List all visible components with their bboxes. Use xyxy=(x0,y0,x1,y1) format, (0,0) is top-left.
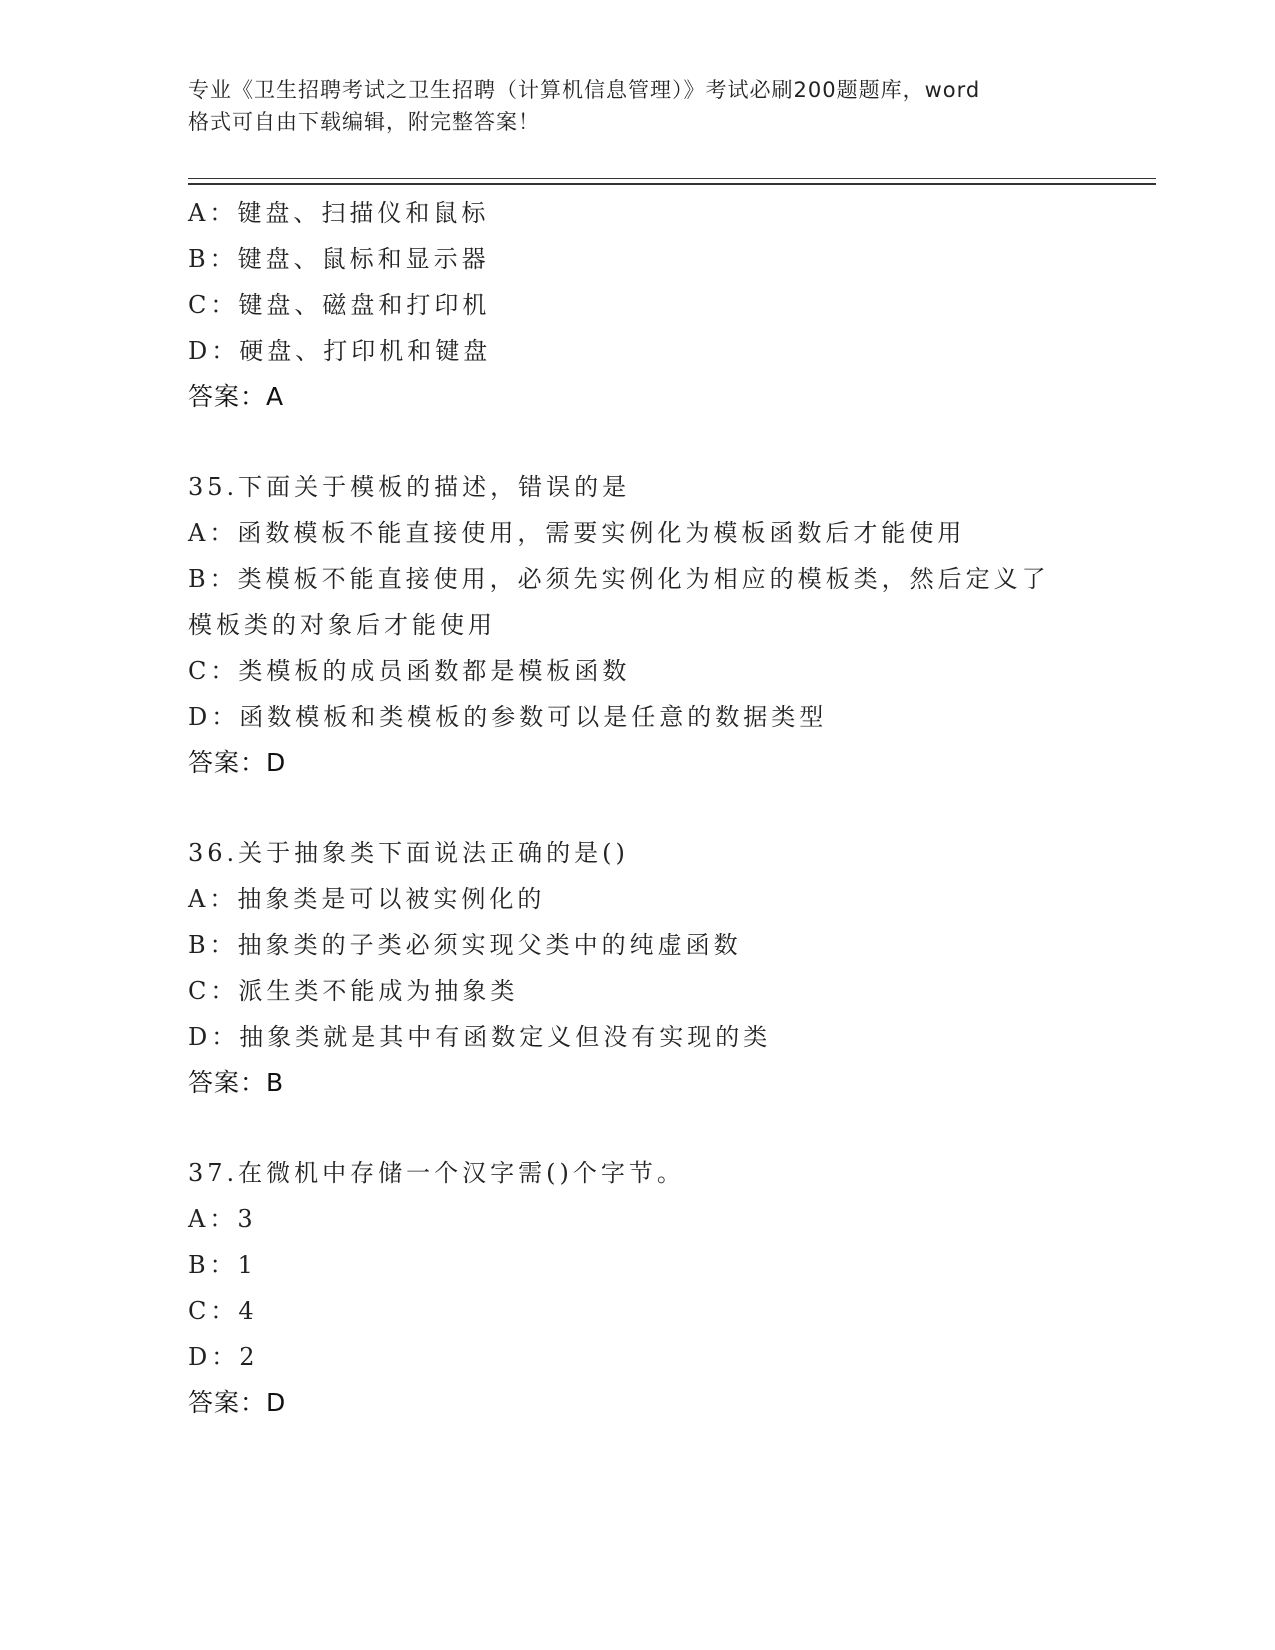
question-text: 37.在微机中存储一个汉字需()个字节。 xyxy=(188,1159,685,1187)
option-c: C：派生类不能成为抽象类 xyxy=(188,977,519,1005)
option-a: A：抽象类是可以被实例化的 xyxy=(188,885,546,913)
header-line-1: 专业《卫生招聘考试之卫生招聘（计算机信息管理）》考试必刷200题题库，word xyxy=(188,78,981,102)
header-divider-thick xyxy=(188,183,1156,185)
option-b-continued: 模板类的对象后才能使用 xyxy=(188,611,496,639)
question-list xyxy=(188,190,1088,1426)
answer-line: 答案：D xyxy=(188,1388,287,1417)
option-a: A：键盘、扫描仪和鼠标 xyxy=(188,199,490,227)
answer-line: 答案：D xyxy=(188,748,287,777)
option-a: A：函数模板不能直接使用，需要实例化为模板函数后才能使用 xyxy=(188,519,966,547)
question-35-block xyxy=(188,464,1088,786)
question-text: 36.关于抽象类下面说法正确的是() xyxy=(188,839,629,867)
option-b: B：键盘、鼠标和显示器 xyxy=(188,245,490,273)
option-a: A：3 xyxy=(188,1205,257,1233)
option-d: D：2 xyxy=(188,1343,259,1371)
option-d: D：函数模板和类模板的参数可以是任意的数据类型 xyxy=(188,703,828,731)
document-header xyxy=(188,74,1088,138)
option-b: B：抽象类的子类必须实现父类中的纯虚函数 xyxy=(188,931,742,959)
header-divider-thin xyxy=(188,178,1156,179)
option-c: C：4 xyxy=(188,1297,258,1325)
answer-line: 答案：A xyxy=(188,382,285,411)
question-37-block xyxy=(188,1150,1088,1426)
question-text: 35.下面关于模板的描述，错误的是 xyxy=(188,473,631,501)
option-d: D：抽象类就是其中有函数定义但没有实现的类 xyxy=(188,1023,772,1051)
option-b: B：1 xyxy=(188,1251,257,1279)
question-34-block xyxy=(188,190,1088,420)
option-c: C：类模板的成员函数都是模板函数 xyxy=(188,657,631,685)
answer-line: 答案：B xyxy=(188,1068,285,1097)
option-c: C：键盘、磁盘和打印机 xyxy=(188,291,491,319)
option-d: D：硬盘、打印机和键盘 xyxy=(188,337,492,365)
header-line-2: 格式可自由下载编辑，附完整答案！ xyxy=(188,110,540,134)
question-36-block xyxy=(188,830,1088,1106)
option-b: B：类模板不能直接使用，必须先实例化为相应的模板类，然后定义了 xyxy=(188,565,1050,593)
